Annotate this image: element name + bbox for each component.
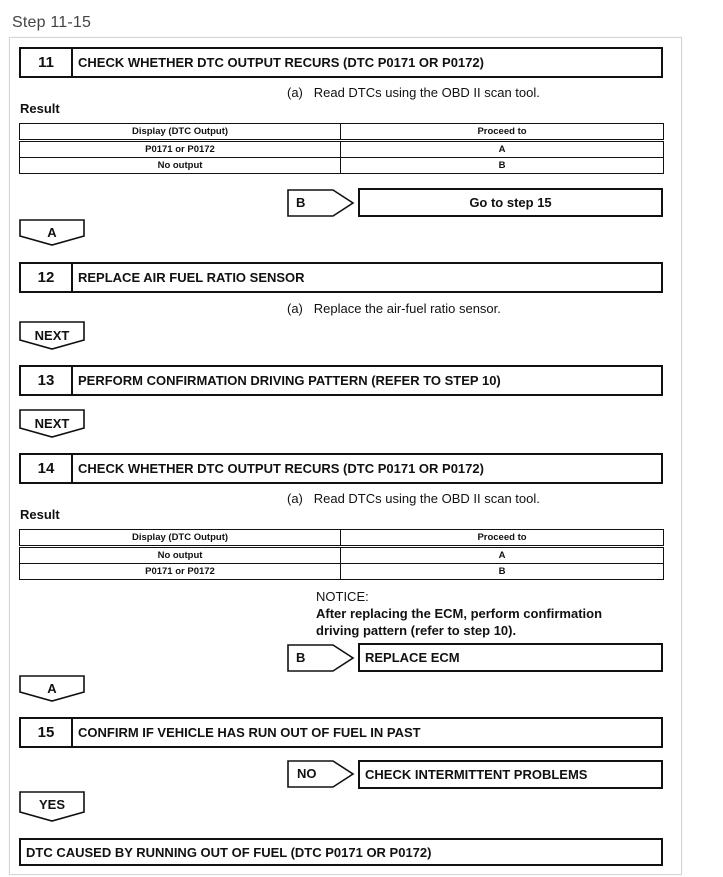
- step-11-instruction: (a) Read DTCs using the OBD II scan tool.: [287, 85, 540, 100]
- branch-label: B: [296, 650, 306, 665]
- table-cell: A: [341, 547, 664, 564]
- result-label: Result: [20, 101, 60, 116]
- step-14-result-table: [19, 529, 664, 580]
- table-cell: No output: [20, 158, 341, 174]
- table-header: Display (DTC Output): [20, 124, 341, 141]
- table-cell: P0171 or P0172: [20, 141, 341, 158]
- notice-title: NOTICE:: [316, 589, 369, 604]
- table-header-row: [20, 124, 664, 141]
- table-row: [20, 547, 664, 564]
- step-number: 11: [21, 49, 73, 76]
- table-row: [20, 141, 664, 158]
- step-title: CONFIRM IF VEHICLE HAS RUN OUT OF FUEL IN PAST: [78, 725, 421, 740]
- step-title: PERFORM CONFIRMATION DRIVING PATTERN (REFER TO STEP 10): [78, 373, 501, 388]
- flow-tag-label: A: [47, 225, 57, 240]
- step-15-header: [19, 717, 663, 748]
- replace-ecm-box[interactable]: [358, 643, 663, 672]
- branch-label: B: [296, 195, 306, 210]
- branch-target: REPLACE ECM: [365, 650, 460, 665]
- step-title: CHECK WHETHER DTC OUTPUT RECURS (DTC P0171 OR P0172): [78, 55, 484, 70]
- step-11-header: [19, 47, 663, 78]
- go-to-step-15-box[interactable]: [358, 188, 663, 217]
- step-title: REPLACE AIR FUEL RATIO SENSOR: [78, 270, 305, 285]
- table-header: Display (DTC Output): [20, 530, 341, 547]
- flow-tag-label: NEXT: [34, 416, 70, 431]
- branch-target: Go to step 15: [469, 195, 552, 210]
- step-number: 15: [21, 719, 73, 746]
- table-row: [20, 158, 664, 174]
- step-12-header: [19, 262, 663, 293]
- notice-text: After replacing the ECM, perform confirmation: [316, 606, 603, 621]
- step-14-instruction: (a) Read DTCs using the OBD II scan tool.: [287, 491, 540, 506]
- flow-tag-label: A: [47, 681, 57, 696]
- flow-tag-label: NEXT: [34, 328, 70, 343]
- step-14-header: [19, 453, 663, 484]
- table-cell: A: [341, 141, 664, 158]
- step-13-header: [19, 365, 663, 396]
- conclusion-text: DTC CAUSED BY RUNNING OUT OF FUEL (DTC P0171 OR P0172): [26, 844, 432, 860]
- step-number: 14: [21, 455, 73, 482]
- check-intermittent-problems-box[interactable]: [358, 760, 663, 789]
- step-12-instruction: (a) Replace the air-fuel ratio sensor.: [287, 301, 501, 316]
- table-header-row: [20, 530, 664, 547]
- result-label: Result: [20, 507, 60, 522]
- conclusion-box: [19, 838, 663, 866]
- step-title: CHECK WHETHER DTC OUTPUT RECURS (DTC P0171 OR P0172): [78, 461, 484, 476]
- step-number: 12: [21, 264, 73, 291]
- step-11-result-table: [19, 123, 664, 174]
- table-row: [20, 564, 664, 580]
- table-cell: P0171 or P0172: [20, 564, 341, 580]
- table-cell: B: [341, 158, 664, 174]
- table-header: Proceed to: [341, 530, 664, 547]
- branch-label: NO: [297, 766, 317, 781]
- table-header: Proceed to: [341, 124, 664, 141]
- flow-tag-label: YES: [38, 797, 65, 812]
- page-title: Step 11-15: [12, 14, 92, 31]
- table-cell: B: [341, 564, 664, 580]
- table-cell: No output: [20, 547, 341, 564]
- branch-target: CHECK INTERMITTENT PROBLEMS: [365, 767, 588, 782]
- step-number: 13: [21, 367, 73, 394]
- notice-text: driving pattern (refer to step 10).: [316, 623, 517, 638]
